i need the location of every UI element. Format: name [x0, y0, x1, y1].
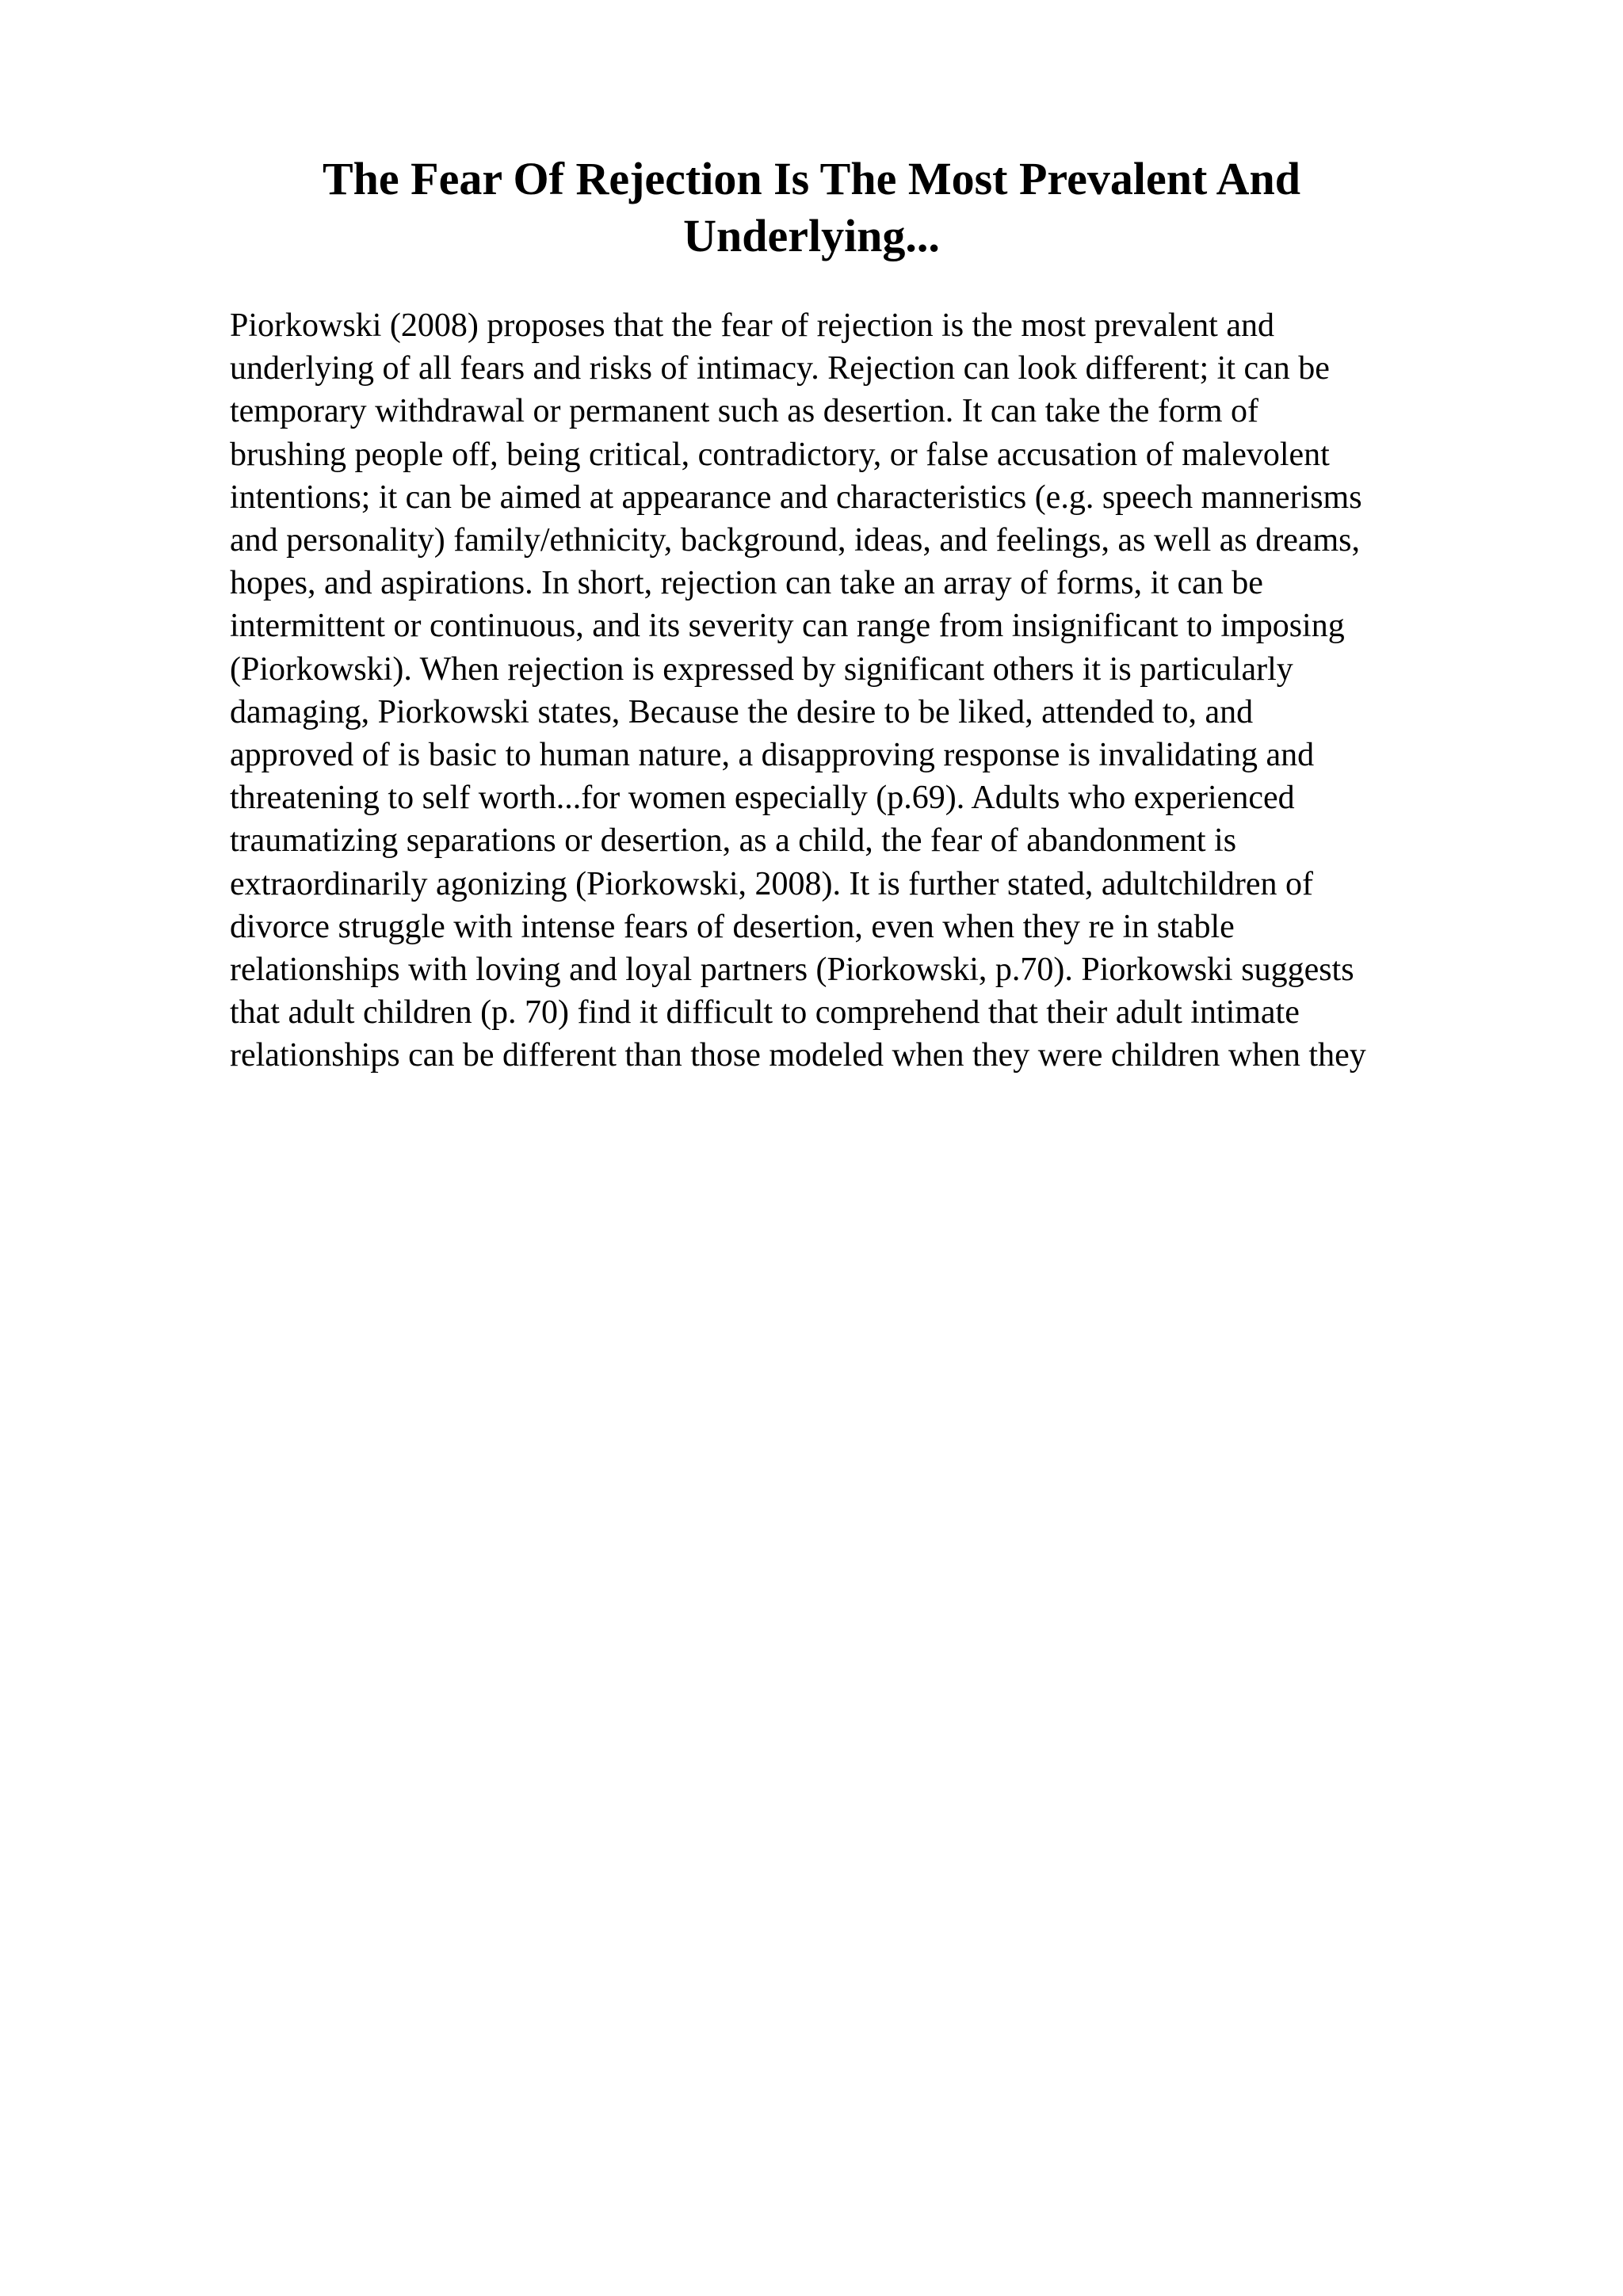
body-line: damaging, Piorkowski states, Because the desire to be liked, attended to, and [230, 693, 1254, 730]
body-line: underlying of all fears and risks of intimacy. Rejection can look different; it can be [230, 350, 1330, 387]
body-line: brushing people off, being critical, contradictory, or false accusation of malevolent [230, 436, 1330, 473]
body-line: relationships can be different than those modeled when they were children when they [230, 1037, 1366, 1074]
body-line: threatening to self worth...for women especially (p.69). Adults who experienced [230, 780, 1295, 817]
body-line: temporary withdrawal or permanent such as desertion. It can take the form of [230, 393, 1259, 430]
body-line: intentions; it can be aimed at appearance and characteristics (e.g. speech mannerisms [230, 479, 1362, 516]
title-line: The Fear Of Rejection Is The Most Prevalent And [322, 153, 1300, 204]
body-line: hopes, and aspirations. In short, rejection can take an array of forms, it can be [230, 565, 1263, 602]
body-line: relationships with loving and loyal partners (Piorkowski, p.70). Piorkowski suggests [230, 952, 1354, 989]
title-line: Underlying... [683, 210, 940, 261]
document-title [230, 151, 1393, 265]
body-line: (Piorkowski). When rejection is expressed by significant others it is particularly [230, 650, 1293, 688]
body-line: intermittent or continuous, and its severity can range from insignificant to imposing [230, 608, 1345, 645]
body-line: traumatizing separations or desertion, as a child, the fear of abandonment is [230, 822, 1237, 860]
body-line: approved of is basic to human nature, a disapproving response is invalidating and [230, 737, 1315, 774]
body-line: divorce struggle with intense fears of desertion, even when they re in stable [230, 908, 1235, 945]
document-body [230, 304, 1498, 1077]
body-line: that adult children (p. 70) find it difficult to comprehend that their adult intimate [230, 994, 1300, 1032]
body-line: Piorkowski (2008) proposes that the fear of rejection is the most prevalent and [230, 307, 1274, 344]
body-line: extraordinarily agonizing (Piorkowski, 2008). It is further stated, adultchildren of [230, 865, 1313, 902]
body-line: and personality) family/ethnicity, background, ideas, and feelings, as well as dreams, [230, 522, 1361, 559]
